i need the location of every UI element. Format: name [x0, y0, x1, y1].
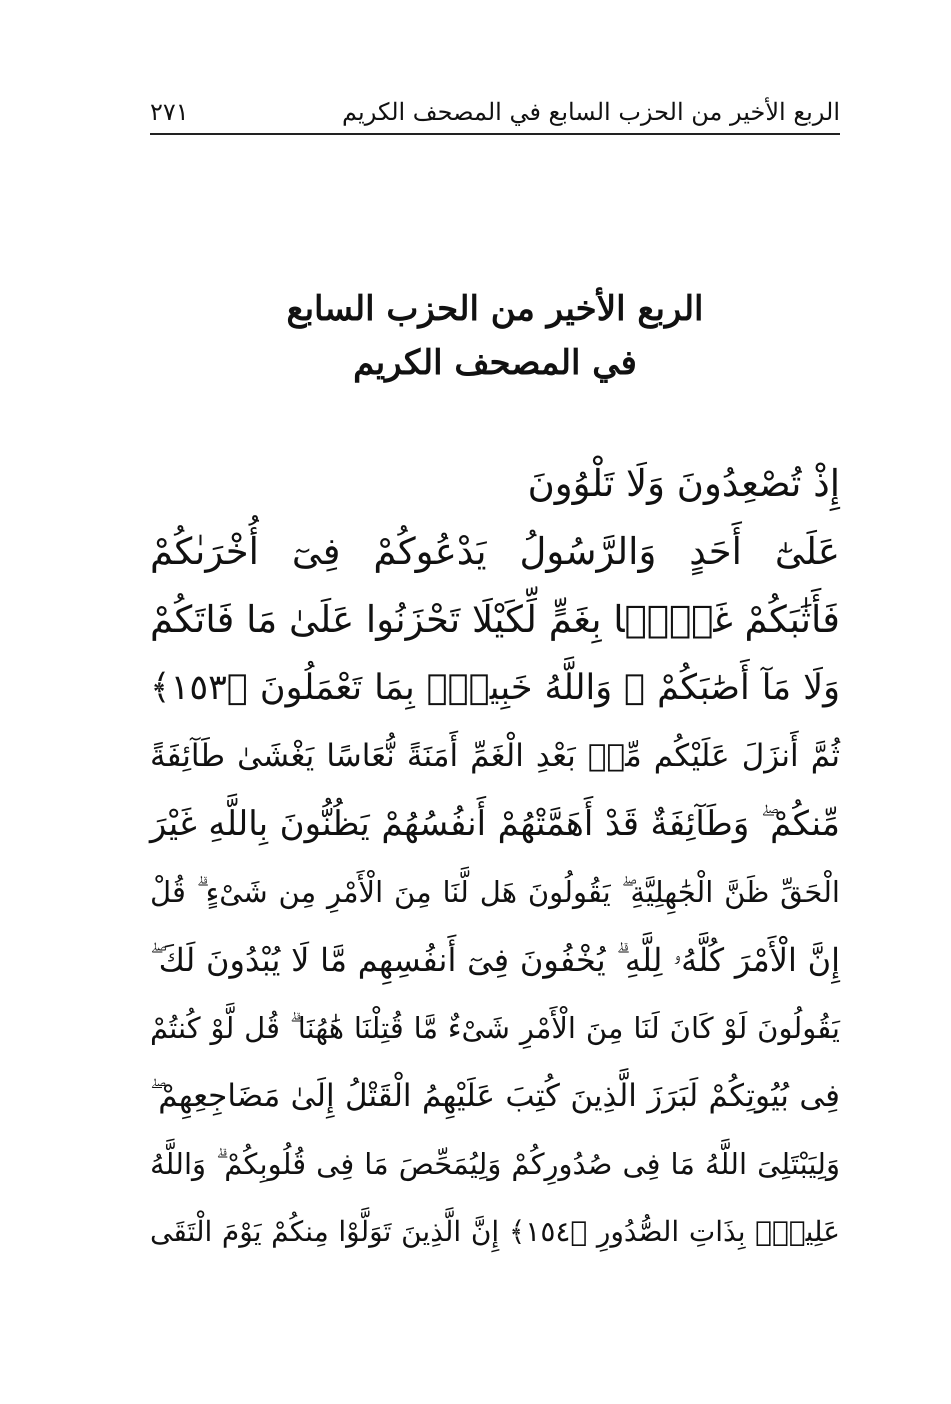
- verse-line: إِذْ تُصْعِدُونَ وَلَا تَلْوُونَ: [527, 462, 840, 505]
- verse-line: الْحَقِّ ظَنَّ الْجَٰهِلِيَّةِ ۖ يَقُولُونَ هَل لَّنَا مِنَ الْأَمْرِ مِن شَىْءٍ ۗ قُلْ: [150, 875, 840, 909]
- verse-line: وَلَا مَآ أَصَٰبَكُمْ ۗ وَاللَّهُ خَبِيرٌۢ بِمَا تَعْمَلُونَ ﴿١٥٣﴾: [150, 668, 840, 708]
- verse-line: وَلِيَبْتَلِىَ اللَّهُ مَا فِى صُدُورِكُمْ وَلِيُمَحِّصَ مَا فِى قُلُوبِكُمْ ۗ وَاللَّهُ: [150, 1147, 840, 1181]
- verse-line: عَلِيمٌۢ بِذَاتِ الصُّدُورِ ﴿١٥٤﴾ إِنَّ الَّذِينَ تَوَلَّوْا مِنكُمْ يَوْمَ الْتَقَى: [150, 1215, 840, 1248]
- verse-line: فِى بُيُوتِكُمْ لَبَرَزَ الَّذِينَ كُتِبَ عَلَيْهِمُ الْقَتْلُ إِلَىٰ مَضَاجِعِهِمْ ۖ: [150, 1078, 840, 1114]
- section-title-line-2: في المصحف الكريم: [353, 343, 637, 383]
- page-number: ٢٧١: [150, 98, 189, 126]
- section-title: [150, 282, 840, 390]
- verse-line: مِّنكُمْ ۖ وَطَآئِفَةٌ قَدْ أَهَمَّتْهُمْ أَنفُسُهُمْ يَظُنُّونَ بِاللَّهِ غَيْرَ: [150, 804, 840, 844]
- header-divider: [150, 133, 840, 135]
- verse-line: عَلَىٰٓ أَحَدٍ وَالرَّسُولُ يَدْعُوكُمْ فِىٓ أُخْرَىٰكُمْ: [150, 530, 840, 573]
- running-header-title: الربع الأخير من الحزب السابع في المصحف الكريم: [342, 98, 840, 126]
- running-header: [150, 94, 840, 134]
- verse-text-block: [150, 450, 840, 1266]
- section-title-line-1: الربع الأخير من الحزب السابع: [286, 289, 704, 329]
- verse-line: ثُمَّ أَنزَلَ عَلَيْكُم مِّنۢ بَعْدِ الْغَمِّ أَمَنَةً نُّعَاسًا يَغْشَىٰ طَآئِفَةً: [150, 738, 840, 774]
- verse-line: فَأَثَٰبَكُمْ غَمًّۢا بِغَمٍّ لِّكَيْلَا تَحْزَنُوا عَلَىٰ مَا فَاتَكُمْ: [150, 598, 840, 641]
- verse-line: يَقُولُونَ لَوْ كَانَ لَنَا مِنَ الْأَمْرِ شَىْءٌ مَّا قُتِلْنَا هَٰهُنَا ۗ قُل لَّوْ كُنتُمْ: [150, 1011, 840, 1045]
- verse-line: إِنَّ الْأَمْرَ كُلَّهُۥ لِلَّهِ ۗ يُخْفُونَ فِىٓ أَنفُسِهِم مَّا لَا يُبْدُونَ لَكَ ۖ: [150, 941, 840, 979]
